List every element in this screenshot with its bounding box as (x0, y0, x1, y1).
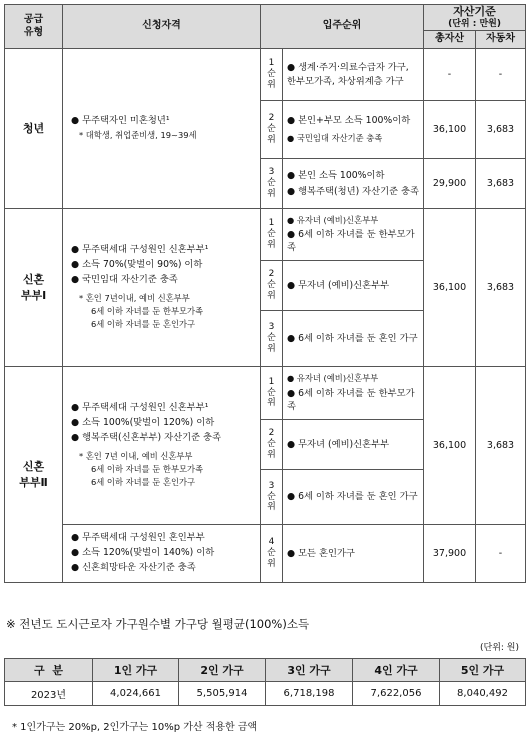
income-4p: 7,622,056 (353, 682, 440, 706)
newlywed-1-total: 36,100 (424, 209, 476, 367)
newlywed-2-rank-4-total: 37,900 (424, 525, 476, 583)
newlywed-1-rank-1: 1 순 위 (261, 209, 283, 261)
youth-rank-2-condition: ● 본인+부모 소득 100%이하 ● 국민임대 자산기준 충족 (283, 101, 424, 159)
income-1p: 4,024,661 (93, 682, 179, 706)
newlywed-2-rank-3: 3 순 위 (261, 470, 283, 525)
income-header-5p: 5인 가구 (440, 659, 526, 682)
header-asset-standard (424, 5, 526, 31)
youth-qual-note: * 대학생, 취업준비생, 19~39세 (79, 130, 197, 141)
income-unit-label: (단위: 원) (480, 643, 519, 653)
income-2p: 5,505,914 (179, 682, 266, 706)
youth-rank-1-car: - (476, 49, 526, 101)
youth-rank-2-car: 3,683 (476, 101, 526, 159)
income-section-title: ※ 전년도 도시근로자 가구원수별 가구당 월평균(100%)소득 (6, 617, 310, 631)
newlywed-2-rank-1-condition: ● 유자녀 (예비)신혼부부 ● 6세 이하 자녀를 둔 한부모가족 (283, 367, 424, 420)
newlywed-2-rank-4: 4 순 위 (261, 525, 283, 583)
newlywed-1-qualification: ● 무주택세대 구성원인 신혼부부¹ ● 소득 70%(맞벌이 90%) 이하 ● 국민임대 자산기준 충족 * 혼인 7년이내, 예비 신혼부부 6세 이하 자녀를 둔 한부모가족 6세 이하 자녀를 둔 혼인가구 (63, 209, 261, 367)
income-year: 2023년 (5, 682, 93, 706)
income-footnote: * 1인가구는 20%p, 2인가구는 10%p 가산 적용한 금액 (12, 722, 258, 733)
income-header-1p: 1인 가구 (93, 659, 179, 682)
header-total-asset: 총자산 (424, 31, 476, 49)
newlywed-1-rank-2-condition: ● 무자녀 (예비)신혼부부 (283, 261, 424, 311)
youth-rank-3-car: 3,683 (476, 159, 526, 209)
income-table (4, 658, 526, 706)
newlywed-2-rank-1: 1 순 위 (261, 367, 283, 420)
asset-unit-label: (단위 : 만원) (448, 18, 501, 29)
income-header-2p: 2인 가구 (179, 659, 266, 682)
newlywed-2-rank-3-condition: ● 6세 이하 자녀를 둔 혼인 가구 (283, 470, 424, 525)
income-row (5, 682, 526, 706)
newlywed-1-rank-2: 2 순 위 (261, 261, 283, 311)
income-header-4p: 4인 가구 (353, 659, 440, 682)
newlywed-1-rank-3: 3 순 위 (261, 311, 283, 367)
youth-rank-1: 1 순 위 (261, 49, 283, 101)
eligibility-table (4, 4, 526, 583)
youth-rank-2: 2 순 위 (261, 101, 283, 159)
newlywed-2-rank-2-condition: ● 무자녀 (예비)신혼부부 (283, 420, 424, 470)
newlywed-2-rank-4-car: - (476, 525, 526, 583)
youth-rank-3-condition: ● 본인 소득 100%이하 ● 행복주택(청년) 자산기준 충족 (283, 159, 424, 209)
youth-qual-line: ● 무주택자인 미혼청년¹ (71, 115, 170, 127)
youth-rank-1-condition: ● 생계·주거·의료수급자 가구, 한부모가족, 차상위계층 가구 (283, 49, 424, 101)
header-priority: 입주순위 (261, 5, 424, 49)
youth-rank-2-total: 36,100 (424, 101, 476, 159)
newlywed-2-rank-2: 2 순 위 (261, 420, 283, 470)
group-newlywed-2: 신혼 부부Ⅱ (5, 367, 63, 583)
newlywed-2-qualification: ● 무주택세대 구성원인 신혼부부¹ ● 소득 100%(맞벌이 120%) 이하 ● 행복주택(신혼부부) 자산기준 충족 * 혼인 7년 이내, 예비 신혼부부 6세 이하 자녀를 둔 한부모가족 6세 이하 자녀를 둔 혼인가구 (63, 367, 261, 525)
header-car: 자동차 (476, 31, 526, 49)
header-supply-type: 공급 유형 (5, 5, 63, 49)
asset-standard-label: 자산기준 (453, 5, 496, 18)
newlywed-1-rank-3-condition: ● 6세 이하 자녀를 둔 혼인 가구 (283, 311, 424, 367)
newlywed-2-rank-4-condition: ● 모든 혼인가구 (283, 525, 424, 583)
income-header-category: 구 분 (5, 659, 93, 682)
newlywed-2-total: 36,100 (424, 367, 476, 525)
header-qualification: 신청자격 (63, 5, 261, 49)
newlywed-2-car: 3,683 (476, 367, 526, 525)
income-3p: 6,718,198 (266, 682, 353, 706)
youth-rank-1-total: - (424, 49, 476, 101)
income-5p: 8,040,492 (440, 682, 526, 706)
group-newlywed-1: 신혼 부부Ⅰ (5, 209, 63, 367)
youth-rank-3-total: 29,900 (424, 159, 476, 209)
newlywed-1-car: 3,683 (476, 209, 526, 367)
youth-rank-3: 3 순 위 (261, 159, 283, 209)
group-youth: 청년 (5, 49, 63, 209)
newlywed-1-rank-1-condition: ● 유자녀 (예비)신혼부부 ● 6세 이하 자녀를 둔 한부모가족 (283, 209, 424, 261)
youth-qualification (63, 49, 261, 209)
income-header-3p: 3인 가구 (266, 659, 353, 682)
newlywed-2-hope-town-qualification: ● 무주택세대 구성원인 혼인부부 ● 소득 120%(맞벌이 140%) 이하 ● 신혼희망타운 자산기준 충족 (63, 525, 261, 583)
